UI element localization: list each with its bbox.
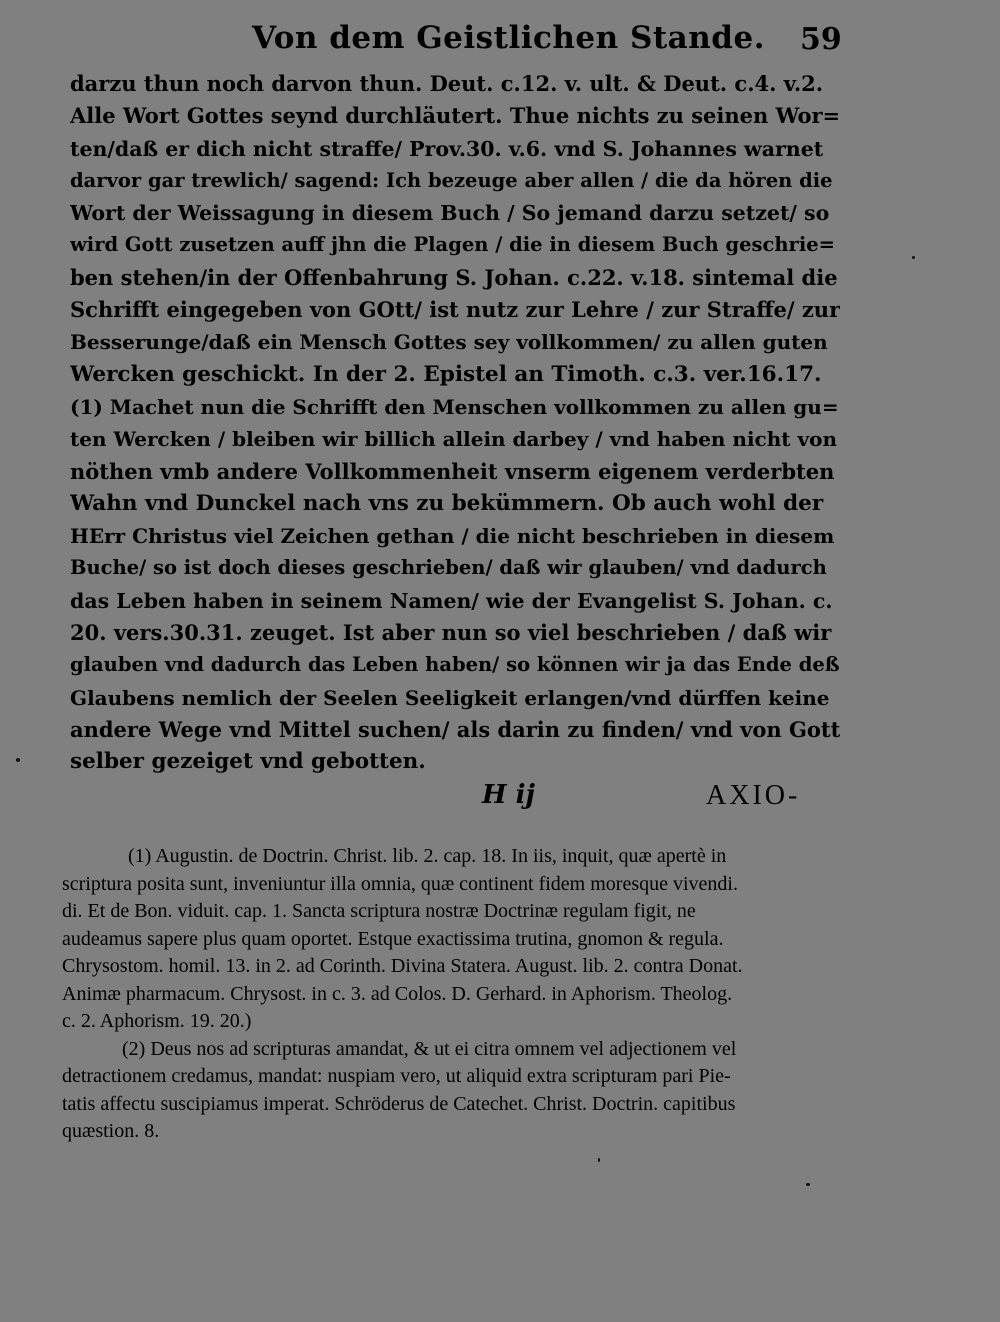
signature-mark: H ij [482, 780, 535, 810]
note-line: Chrysostom. homil. 13. in 2. ad Corinth. Divina Statera. August. lib. 2. contra Donat. [62, 955, 743, 977]
text-line: HErr Christus viel Zeichen gethan / die nicht beschrieben in diesem [70, 524, 835, 549]
text-line: Wort der Weissagung in diesem Buch / So jemand darzu setzet/ so [70, 201, 830, 226]
scan-speck [16, 758, 20, 762]
scan-speck [912, 256, 915, 259]
text-line: selber gezeiget vnd gebotten. [70, 749, 426, 775]
footnotes-block [62, 843, 942, 1146]
text-line: (1) Machet nun die Schrifft den Menschen vollkommen zu allen gu= [70, 394, 839, 419]
text-line: das Leben haben in seinem Namen/ wie der Evangelist S. Johan. c. [70, 588, 833, 613]
text-line: nöthen vmb andere Vollkommenheit vnserm eigenem verderbten [70, 458, 835, 484]
page-number: 59 [800, 22, 842, 57]
text-line: Schrifft eingegeben von GOtt/ ist nutz zur Lehre / zur Straffe/ zur [70, 297, 840, 323]
text-line: ben stehen/in der Offenbahrung S. Johan. c.22. v.18. sintemal die [70, 264, 838, 290]
text-line: ten/daß er dich nicht straffe/ Prov.30. v.6. vnd S. Johannes warnet [70, 136, 824, 161]
text-line: Wercken geschickt. In der 2. Epistel an Timoth. c.3. ver.16.17. [70, 361, 822, 387]
scan-speck [806, 1183, 810, 1186]
catchword: AXIO- [706, 780, 801, 811]
text-line: Wahn vnd Dunckel nach vns zu bekümmern. Ob auch wohl der [70, 490, 824, 516]
text-line: Alle Wort Gottes seynd durchläutert. Thue nichts zu seinen Wor= [70, 103, 840, 129]
page-header [0, 14, 1000, 66]
note-line: audeamus sapere plus quam oportet. Estque exactissima trutina, gnomon & regula. [62, 927, 724, 950]
running-title: Von dem Geistlichen Stande. [252, 20, 765, 56]
text-line: Glaubens nemlich der Seelen Seeligkeit erlangen/vnd dürffen keine [70, 685, 830, 710]
note-line: Animæ pharmacum. Chrysost. in c. 3. ad Colos. D. Gerhard. in Aphorism. Theolog. [62, 982, 733, 1005]
main-text-block [70, 68, 840, 779]
note-line: scriptura posita sunt, inveniuntur illa omnia, quæ continent fidem moresque vivendi. [62, 872, 738, 895]
text-line: andere Wege vnd Mittel suchen/ als darin zu finden/ vnd von Gott [70, 716, 840, 742]
note-line: di. Et de Bon. viduit. cap. 1. Sancta scriptura nostræ Doctrinæ regulam figit, ne [62, 900, 696, 922]
note-line: detractionem credamus, mandat: nuspiam vero, ut aliquid extra scripturam pari Pie- [62, 1065, 731, 1087]
text-line: 20. vers.30.31. zeuget. Ist aber nun so viel beschrieben / daß wir [70, 620, 832, 646]
text-line: darvor gar trewlich/ sagend: Ich bezeuge aber allen / die da hören die [70, 168, 833, 192]
text-line: glauben vnd dadurch das Leben haben/ so können wir ja das Ende deß [70, 653, 840, 677]
signature-line [0, 776, 1000, 818]
text-line: Buche/ so ist doch dieses geschrieben/ daß wir glauben/ vnd dadurch [70, 556, 827, 580]
text-line: darzu thun noch darvon thun. Deut. c.12. v. ult. & Deut. c.4. v.2. [70, 71, 824, 96]
text-line: ten Wercken / bleiben wir billich allein darbey / vnd haben nicht von [70, 427, 837, 452]
note-line: tatis affectu suscipiamus imperat. Schröderus de Catechet. Christ. Doctrin. capitibus [62, 1092, 736, 1115]
note-line: quæstion. 8. [62, 1120, 160, 1142]
text-line: Besserunge/daß ein Mensch Gottes sey vollkommen/ zu allen guten [70, 330, 828, 355]
note-line: (1) Augustin. de Doctrin. Christ. lib. 2. cap. 18. In iis, inquit, quæ apertè in [128, 845, 727, 867]
note-line: c. 2. Aphorism. 19. 20.) [62, 1010, 252, 1032]
note-line: (2) Deus nos ad scripturas amandat, & ut ei citra omnem vel adjectionem vel [122, 1037, 737, 1060]
text-line: wird Gott zusetzen auff jhn die Plagen / die in diesem Buch geschrie= [70, 233, 835, 257]
scan-speck [598, 1158, 600, 1162]
